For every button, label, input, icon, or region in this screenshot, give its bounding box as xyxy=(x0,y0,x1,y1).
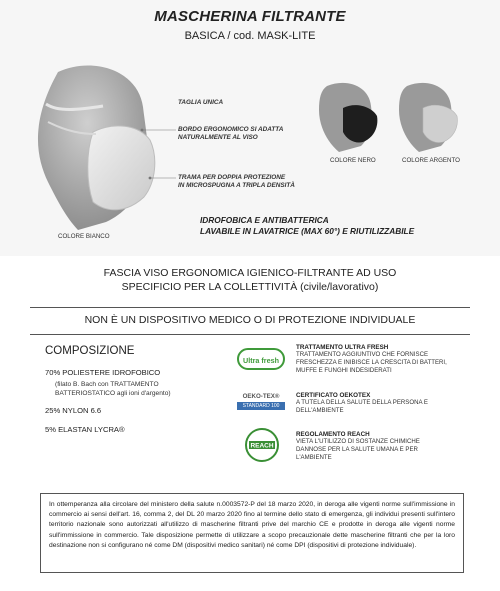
caption-white: COLORE BIANCO xyxy=(58,233,110,240)
callout-leader-lines xyxy=(140,120,180,190)
head-black-mask-image xyxy=(313,80,383,152)
reach-logo xyxy=(244,427,280,463)
ultrafresh-logo: Ultra fresh xyxy=(237,348,285,370)
legal-notice: In ottemperanza alla circolare del ministero della salute n.0003572-P del 18 marzo 2020, in deroga alle vigenti norme sull'immissione in commercio ai sensi dell'art. 16, comma 2, del DL 20 marzo 2020 fino al termine dello stato di emergenza, gli individui presenti sull'intero territorio nazionale sono autorizzati all'utilizzo di mascherine filtranti prive del marchio CE e prodotte in deroga alle vigenti norme sull'immissione in commercio. Tale disposizione permette di utilizzare a scopo precauzionale dette mascherine filtranti che per la loro destinazione non si configurano né come DM (dispositivi medico sanitari) né come DPI (dispositivi di protezione individuale). xyxy=(40,493,464,573)
cert-ultrafresh: TRATTAMENTO ULTRA FRESH TRATTAMENTO AGGIUNTIVO CHE FORNISCE FRESCHEZZA E INIBISCE LA CRESCITA DI BATTERI, MUFFE E FUNGHI INDESIDERATI xyxy=(296,344,447,374)
cert-oekotex: CERTIFICATO OEKOTEX A TUTELA DELLA SALUTE DELLA PERSONA E DELL'AMBIENTE xyxy=(296,392,428,414)
product-subtitle: BASICA / cod. MASK-LITE xyxy=(184,30,316,42)
divider-bottom xyxy=(30,334,470,335)
divider-top xyxy=(30,307,470,308)
composition-item-1-note: (filato B. Bach con TRATTAMENTO BATTERIOSTATICO agli ioni d'argento) xyxy=(55,381,171,397)
composition-item-1: 70% POLIESTERE IDROFOBICO xyxy=(45,368,161,377)
callout-edge: BORDO ERGONOMICO SI ADATTA NATURALMENTE AL VISO xyxy=(178,126,284,141)
caption-black: COLORE NERO xyxy=(330,157,376,164)
caption-silver: COLORE ARGENTO xyxy=(402,157,460,164)
reach-logo-text: REACH xyxy=(250,442,274,450)
composition-item-3: 5% ELASTAN LYCRA® xyxy=(45,425,125,434)
callout-size: TAGLIA UNICA xyxy=(178,99,224,106)
cert-reach: REGOLAMENTO REACH VIETA L'UTILIZZO DI SOSTANZE CHIMICHE DANNOSE PER LA SALUTE UMANA E PER L'AMBIENTE xyxy=(296,431,420,461)
warning-banner: NON È UN DISPOSITIVO MEDICO O DI PROTEZIONE INDIVIDUALE xyxy=(84,314,416,326)
composition-title: COMPOSIZIONE xyxy=(45,345,135,357)
composition-item-2: 25% NYLON 6.6 xyxy=(45,406,102,415)
product-properties: IDROFOBICA E ANTIBATTERICA LAVABILE IN LAVATRICE (MAX 60°) E RIUTILIZZABILE xyxy=(200,215,415,236)
callout-weave: TRAMA PER DOPPIA PROTEZIONE IN MICROSPUGNA A TRIPLA DENSITÀ xyxy=(178,174,295,189)
oekotex-logo: OEKO-TEX® STANDARD 100 xyxy=(237,393,285,410)
head-silver-mask-image xyxy=(393,80,463,152)
usage-banner: FASCIA VISO ERGONOMICA IGIENICO-FILTRANTE AD USO SPECIFICIO PER LA COLLETTIVITÀ (civile/lavorativo) xyxy=(103,267,397,293)
product-title: MASCHERINA FILTRANTE xyxy=(154,8,346,25)
